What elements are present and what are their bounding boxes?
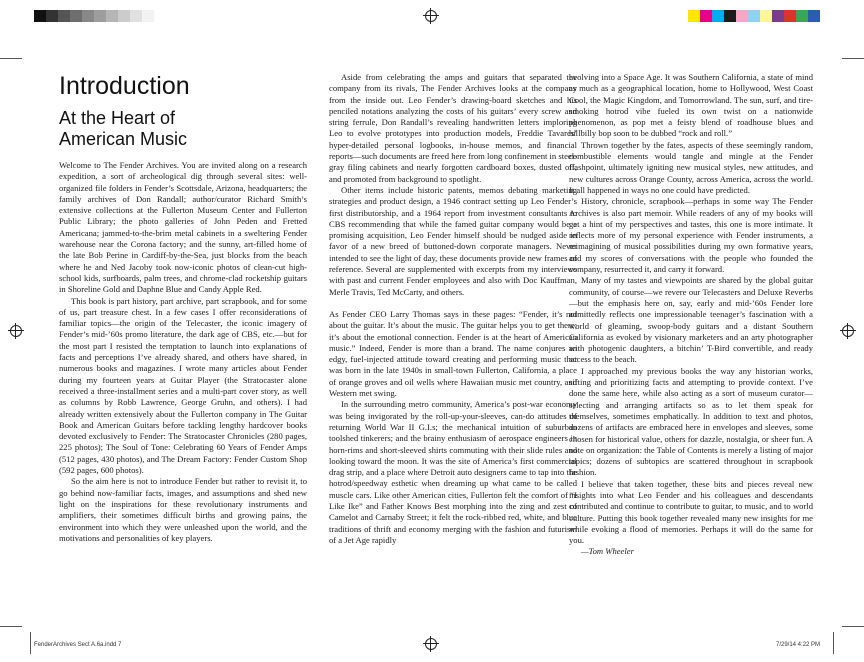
author-signature: —Tom Wheeler xyxy=(581,546,634,557)
column-right xyxy=(569,72,813,558)
color-swatch xyxy=(760,10,772,22)
gray-swatch xyxy=(34,10,46,22)
color-swatch xyxy=(688,10,700,22)
body-paragraph: So the aim here is not to introduce Fender but rather to revisit it, to go behind now-familiar facts, images, and assumptions and shed new light on the inspirations for these revolutionary instruments and amplifiers, their sometimes difficult births and growing pains, the environment into which they were unleashed upon the world, and the motivations and personalities of key players. xyxy=(59,476,307,543)
gray-swatch xyxy=(46,10,58,22)
color-swatch xyxy=(712,10,724,22)
gray-swatch xyxy=(118,10,130,22)
subtitle-line: At the Heart of xyxy=(59,108,176,128)
body-paragraph: I approached my previous books the way any historian works, sifting and prioritizing facts and attempting to provide context. I’ve done the same here, while also acting as a sort of museum curator—selecting and arranging artifacts so as to let them speak for themselves, sometimes emphatically. In addition to text and photos, dozens of artifacts are embraced here in envelopes and sleeves, some chosen for historical value, others for dazzle, nostalgia, or sheer fun. A note on organization: the Table of Contents is merely a listing of major topics; dozens of subtopics are scattered throughout in scrapbook fashion. xyxy=(569,365,813,478)
registration-mark-icon xyxy=(10,325,22,337)
crop-mark xyxy=(833,632,834,654)
crop-mark xyxy=(30,632,31,654)
page-subtitle xyxy=(59,108,307,150)
registration-mark-icon xyxy=(425,10,437,22)
body-paragraph: Welcome to The Fender Archives. You are invited along on a research expedition, a sort of archeological dig through several sites: well-organized file folders in Fender’s Scottsdale, Arizona, headquarters; the family archives of Don Randall; author/curator Richard Smith’s extensive collections at the Fullerton Museum Center and Fullerton Public Library; the photo galleries of John Peden and Fretted Americana; jammed-to-the-brim metal cabinets in a sweltering Fender warehouse near the Corona factory; and the sunny, art-filled home of the late Bob Perine in Cardiff-by-the-Sea, just blocks from the beach where he and Ned Jacoby took now-iconic photos of clean-cut high-school kids, surfboards, palm trees, and chrome-clad rocketship guitars in Shoreline Gold and Daphne Blue and Candy Apple Red. xyxy=(59,160,307,295)
color-swatch xyxy=(736,10,748,22)
color-swatch xyxy=(784,10,796,22)
crop-mark xyxy=(0,626,22,627)
subtitle-line: American Music xyxy=(59,129,188,149)
slug-file-name: FenderArchives Sect A.6a.indd 7 xyxy=(34,642,122,648)
gray-swatch xyxy=(58,10,70,22)
slug-timestamp: 7/29/14 4:22 PM xyxy=(776,642,821,648)
gray-swatch xyxy=(106,10,118,22)
registration-mark-icon xyxy=(425,638,437,650)
gray-swatch xyxy=(70,10,82,22)
crop-mark xyxy=(0,58,22,59)
column-left xyxy=(59,72,307,544)
body-paragraph: In the surrounding metro community, America’s post-war economy was being invigorated by the roll-up-your-sleeves, can-do attitudes of returning World War II G.I.s; the mechanical intuition of suburban toolshed tinkerers; and the brainy enthusiasm of aerospace engineers in horn-rims and short-sleeved shirts commuting with their slide rules and looking toward the moon. It was the site of America’s first commercial drag strip, and a place where Detroit auto designers came to tap into the hotrod/speedway esthetic when dreaming up what came to be called muscle cars. Like other American cities, Fullerton felt the comfort of “I Like Ike” and Father Knows Best morphing into the zing and zest of Camelot and Carnaby Street; it felt the rock-ribbed red, white, and blue traditions of thrift and economy merging with the fashion and futurism of a Jet Age rapidly xyxy=(329,399,577,545)
body-paragraph: This book is part history, part archive, part scrapbook, and for some of us, part treasure chest. In a few cases I offer reconsiderations of familiar topics—the origin of the Telecaster, the iconic imagery of Fender’s mid-’60s promo literature, the dark age of CBS, etc.—but for the most part I resisted the temptation to launch into explanations of facts and perceptions I’ve already shared, and others have shared, in numerous books and magazines. I wrote many articles about Fender during my fourteen years at Guitar Player (the Stratocaster alone received a three-installment series and a multi-part cover story, as well as columns by Robb Lawrence, George Gruhn, and others). I had already written extensively about the Fullerton company in The Guitar Book and American Guitars before tackling lengthy hardcover books devoted exclusively to Fender: The Stratocaster Chronicles (280 pages, 225 photos); The Soul of Tone: Celebrating 60 Years of Fender Amps (512 pages, 430 photos), and The Dream Factory: Fender Custom Shop (592 pages, 600 photos). xyxy=(59,295,307,476)
body-paragraph: Other items include historic patents, memos debating marketing strategies and product design, a 1946 contract setting up Leo Fender’s first distributorship, and a 1964 report from investment consultants to CBS recommending that while the famed guitar company would be a promising acquisition, Leo Fender himself should be nudged aside in favor of a new breed of buttoned-down corporate managers. Never intended to see the light of day, these documents provide new frames of reference. Several are supplemented with excerpts from my interviews with past and current Fender employees and also with Doc Kauffman, Merle Travis, Ted McCarty, and others. xyxy=(329,184,577,297)
color-swatch xyxy=(808,10,820,22)
registration-mark-icon xyxy=(842,325,854,337)
body-paragraph: History, chronicle, scrapbook—perhaps in some way The Fender Archives is also part memoir. While readers of any of my books will get a hint of my perspectives and tastes, this one is more intimate. It reflects more of my personal experience with Fender instruments, a reimagining of musical possibilities during my own formative years, and my scores of conversations with the people who founded the company, resurrected it, and carry it forward. xyxy=(569,196,813,275)
body-paragraph: evolving into a Space Age. It was Southern California, a state of mind as much as a geographical location, home to Hollywood, West Coast Cool, the Magic Kingdom, and Tomorrowland. The sun, surf, and tire-smoking hotrod vibe fueled its own twist on a nationwide phenomenon, as pop met a feisty blend of roadhouse blues and hillbilly bop soon to be dubbed “rock and roll.” xyxy=(569,72,813,139)
column-middle xyxy=(329,72,577,546)
body-paragraph: I believe that taken together, these bits and pieces reveal new insights into what Leo Fender and his colleagues and descendants contributed and continue to contribute to guitar, to music, and to world culture. Putting this book together revealed many new insights for me while evoking a flood of memories. Perhaps it will do the same for you. xyxy=(569,478,813,546)
crop-mark xyxy=(842,58,864,59)
body-paragraph: Aside from celebrating the amps and guitars that separated the company from its rivals, The Fender Archives looks at the company from the inside out. Leo Fender’s drawing-board sketches and his penciled notations analyzing the costs of his guitars’ every screw and string ferrule, Don Randall’s revealing handwritten letters imploring Leo to evolve prototypes into production models, Freddie Tavares’ hyper-detailed personal logbooks, in-house memos, and financial reports—such documents are freed here from long confinement in steel-gray filing cabinets and nearly forgotten cardboard boxes, dusted off, and promoted from background to spotlight. xyxy=(329,72,577,184)
body-paragraph: As Fender CEO Larry Thomas says in these pages: “Fender, it’s not about the guitar. It’s about the music. The guitar helps you to get there; it’s about the emotional connection. Fender is at the heart of American music.” Indeed, Fender is more than a brand. The name conjures an edgy, fuel-injected attitude toward creating and performing music that was born in the late 1940s in small-town Fullerton, California, a place of orange groves and oil wells where Hawaiian music met country, and Western met swing. xyxy=(329,308,577,399)
gray-swatch xyxy=(130,10,142,22)
gray-swatch xyxy=(142,10,154,22)
grayscale-color-bar xyxy=(34,10,154,22)
crop-mark xyxy=(842,626,864,627)
gray-swatch xyxy=(82,10,94,22)
page-title: Introduction xyxy=(59,72,190,100)
color-swatch xyxy=(724,10,736,22)
body-paragraph: Many of my tastes and viewpoints are shared by the global guitar community, of course—we revere our Telecasters and Deluxe Reverbs—but the emphasis here on, say, early and mid-’60s Fender lore admittedly reflects one impressionable teenager’s fascination with a world of gleaming, swoop-body guitars and a distant Southern California as evoked by visionary marketers and an arty photographer with photogenic daughters, a bitchin’ T-Bird convertible, and ready access to the beach. xyxy=(569,275,813,365)
color-swatch xyxy=(700,10,712,22)
color-swatch xyxy=(748,10,760,22)
color-swatch xyxy=(772,10,784,22)
color-swatch xyxy=(796,10,808,22)
process-color-bar xyxy=(688,10,820,22)
body-paragraph: Thrown together by the fates, aspects of these seemingly random, combustible elements would tangle and mingle at the Fender flashpoint, ultimately igniting new musical styles, new attitudes, and new cultures across Orange County, across America, across the world. It all happened in ways no one could have predicted. xyxy=(569,139,813,195)
gray-swatch xyxy=(94,10,106,22)
